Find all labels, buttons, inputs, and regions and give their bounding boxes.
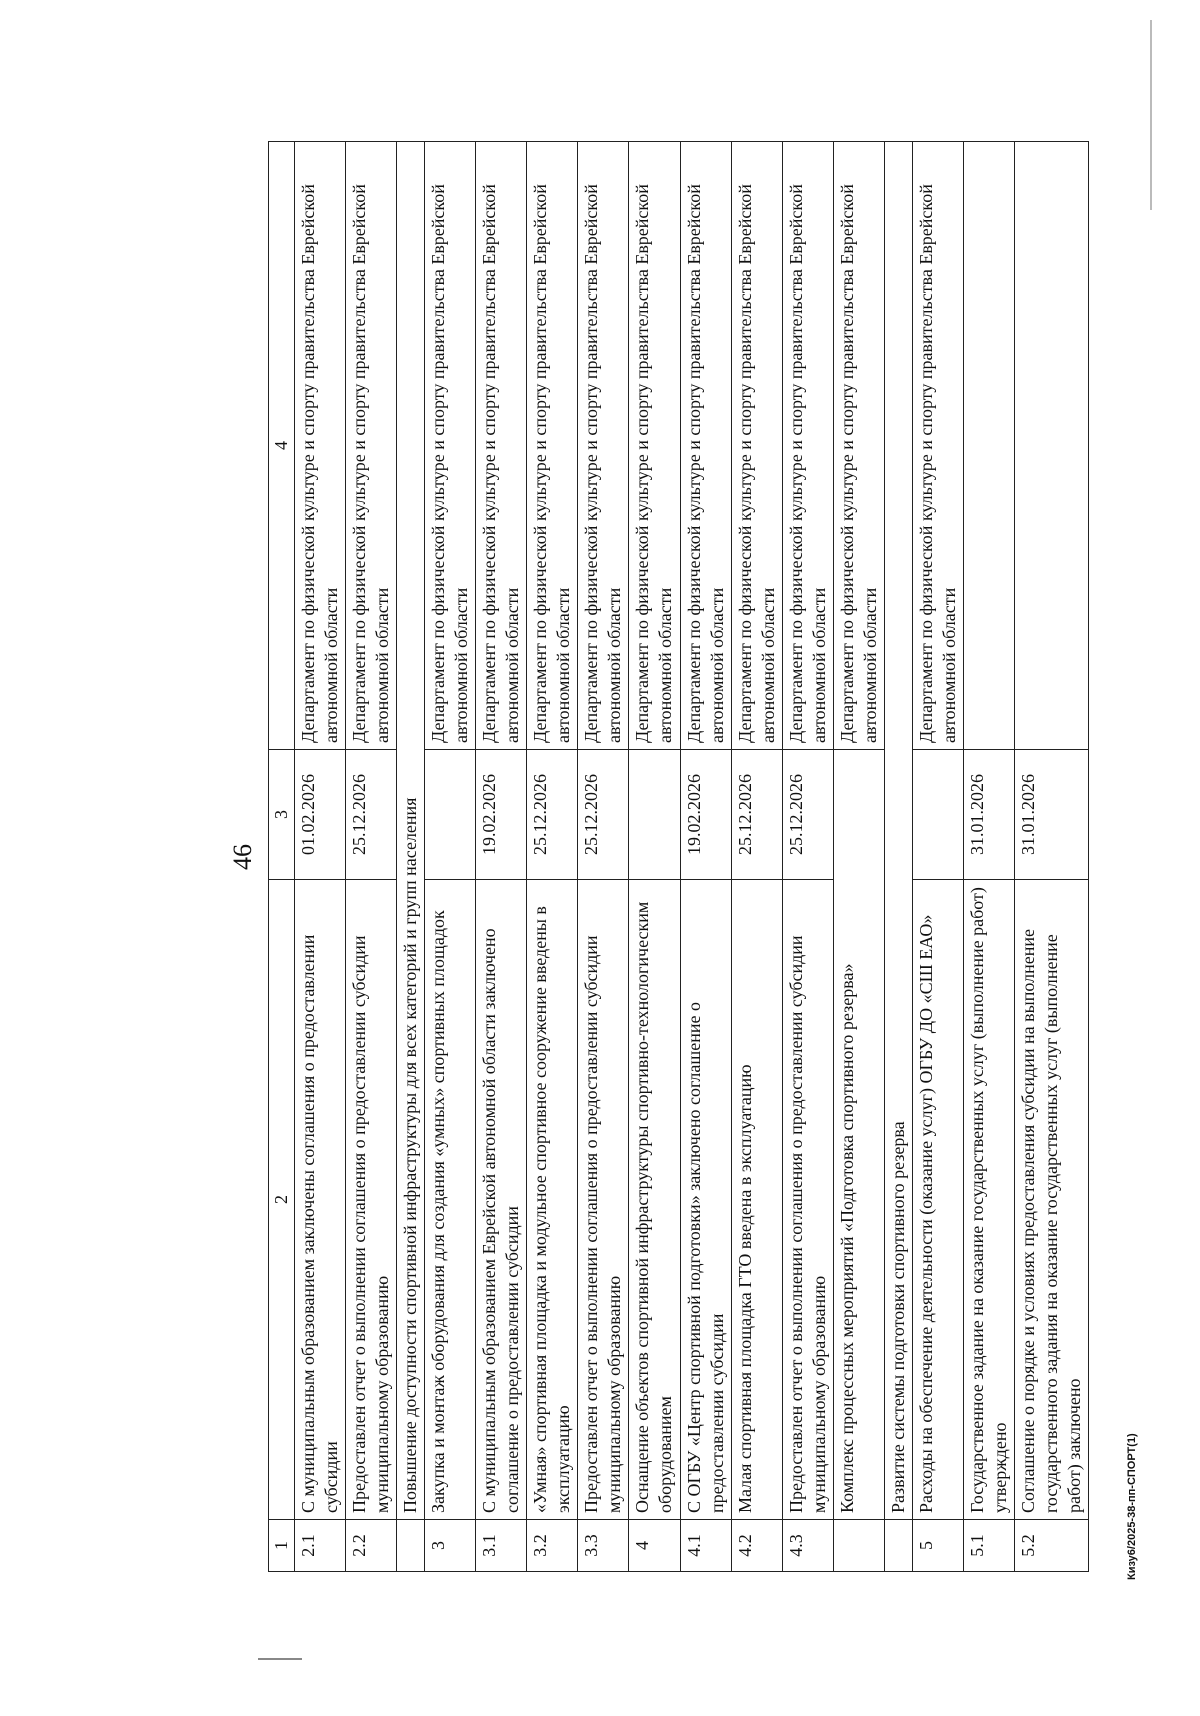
responsible-cell: Департамент по физической культуре и спорту правительства Еврейской автономной области	[527, 142, 578, 750]
row-number: 3.2	[527, 1520, 578, 1572]
row-number: 3	[425, 1520, 476, 1572]
header-col-4: 4	[269, 142, 295, 750]
rotated-content	[210, 142, 1084, 1572]
date-cell: 31.01.2026	[1014, 750, 1088, 880]
date-cell: 31.01.2026	[963, 750, 1014, 880]
table-row	[476, 142, 527, 1572]
section-title: Комплекс процессных мероприятий «Подготовка спортивного резерва»	[833, 750, 884, 1520]
task-cell: Предоставлен отчет о выполнении соглашения о предоставлении субсидии муниципальному образованию	[578, 880, 629, 1520]
section-title: Развитие системы подготовки спортивного резерва	[884, 142, 912, 1520]
schedule-table	[268, 141, 1089, 1572]
table-row	[295, 142, 346, 1572]
row-number: 3.3	[578, 1520, 629, 1572]
date-cell: 25.12.2026	[731, 750, 782, 880]
date-cell	[912, 750, 963, 880]
task-cell: Предоставлен отчет о выполнении соглашения о предоставлении субсидии муниципальному образованию	[346, 880, 397, 1520]
section-title: Повышение доступности спортивной инфраструктуры для всех категорий и групп населения	[397, 142, 425, 1520]
table-row	[578, 142, 629, 1572]
row-number: 3.1	[476, 1520, 527, 1572]
date-cell: 25.12.2026	[782, 750, 833, 880]
row-number	[833, 1520, 884, 1572]
row-number	[397, 1520, 425, 1572]
footer-code: Кизу6/2025-38-пп-СПОРТ(1)	[1126, 1433, 1138, 1580]
row-number: 4.1	[680, 1520, 731, 1572]
date-cell: 19.02.2026	[680, 750, 731, 880]
responsible-cell: Департамент по физической культуре и спорту правительства Еврейской автономной области	[680, 142, 731, 750]
row-number: 5.1	[963, 1520, 1014, 1572]
table-row	[397, 142, 425, 1572]
row-number: 4.3	[782, 1520, 833, 1572]
table-row	[833, 142, 884, 1572]
table-row	[527, 142, 578, 1572]
responsible-cell: Департамент по физической культуре и спорту правительства Еврейской автономной области	[295, 142, 346, 750]
task-cell: Предоставлен отчет о выполнении соглашения о предоставлении субсидии муниципальному образованию	[782, 880, 833, 1520]
row-number: 5.2	[1014, 1520, 1088, 1572]
date-cell	[425, 750, 476, 880]
responsible-cell: Департамент по физической культуре и спорту правительства Еврейской автономной области	[578, 142, 629, 750]
date-cell: 01.02.2026	[295, 750, 346, 880]
page-number: 46	[228, 844, 257, 870]
responsible-cell: Департамент по физической культуре и спорту правительства Еврейской автономной области	[731, 142, 782, 750]
date-cell	[629, 750, 680, 880]
responsible-cell: Департамент по физической культуре и спорту правительства Еврейской автономной области	[476, 142, 527, 750]
task-cell: Малая спортивная площадка ГТО введена в эксплуатацию	[731, 880, 782, 1520]
header-col-2: 2	[269, 880, 295, 1520]
table-row	[346, 142, 397, 1572]
date-cell: 25.12.2026	[578, 750, 629, 880]
task-cell: С ОГБУ «Центр спортивной подготовки» заключено соглашение о предоставлении субсидии	[680, 880, 731, 1520]
task-cell: Расходы на обеспечение деятельности (оказание услуг) ОГБУ ДО «СШ ЕАО»	[912, 880, 963, 1520]
table-row	[731, 142, 782, 1572]
task-cell: Оснащение объектов спортивной инфраструктуры спортивно-технологическим оборудованием	[629, 880, 680, 1520]
table-row	[884, 142, 912, 1572]
responsible-cell	[1014, 142, 1088, 750]
task-cell: «Умная» спортивная площадка и модульное спортивное сооружение введены в эксплуатацию	[527, 880, 578, 1520]
row-number	[884, 1520, 912, 1572]
date-cell: 19.02.2026	[476, 750, 527, 880]
task-cell: С муниципальным образованием Еврейской автономной области заключено соглашение о предоставлении субсидии	[476, 880, 527, 1520]
table-row	[425, 142, 476, 1572]
responsible-cell: Департамент по физической культуре и спорту правительства Еврейской автономной области	[782, 142, 833, 750]
responsible-cell: Департамент по физической культуре и спорту правительства Еврейской автономной области	[425, 142, 476, 750]
responsible-cell: Департамент по физической культуре и спорту правительства Еврейской автономной области	[346, 142, 397, 750]
table-row	[629, 142, 680, 1572]
task-cell: Соглашение о порядке и условиях предоставления субсидии на выполнение государственного задания на оказание государственных услуг (выполнение работ) заключено	[1014, 880, 1088, 1520]
header-row	[269, 142, 295, 1572]
header-col-3: 3	[269, 750, 295, 880]
task-cell: С муниципальным образованием заключены соглашения о предоставлении субсидии	[295, 880, 346, 1520]
row-number: 2.1	[295, 1520, 346, 1572]
row-number: 2.2	[346, 1520, 397, 1572]
task-cell: Государственное задание на оказание государственных услуг (выполнение работ) утверждено	[963, 880, 1014, 1520]
table-row	[1014, 142, 1088, 1572]
table-row	[912, 142, 963, 1572]
table-row	[782, 142, 833, 1572]
table-row	[963, 142, 1014, 1572]
responsible-cell	[963, 142, 1014, 750]
table-row	[680, 142, 731, 1572]
date-cell: 25.12.2026	[346, 750, 397, 880]
responsible-cell: Департамент по физической культуре и спорту правительства Еврейской автономной области	[912, 142, 963, 750]
row-number: 4.2	[731, 1520, 782, 1572]
edge-mark	[258, 1658, 302, 1660]
row-number: 5	[912, 1520, 963, 1572]
edge-mark	[1150, 20, 1152, 210]
responsible-cell: Департамент по физической культуре и спорту правительства Еврейской автономной области	[629, 142, 680, 750]
date-cell: 25.12.2026	[527, 750, 578, 880]
task-cell: Закупка и монтаж оборудования для создания «умных» спортивных площадок	[425, 880, 476, 1520]
responsible-cell: Департамент по физической культуре и спорту правительства Еврейской автономной области	[833, 142, 884, 750]
row-number: 4	[629, 1520, 680, 1572]
header-col-1: 1	[269, 1520, 295, 1572]
